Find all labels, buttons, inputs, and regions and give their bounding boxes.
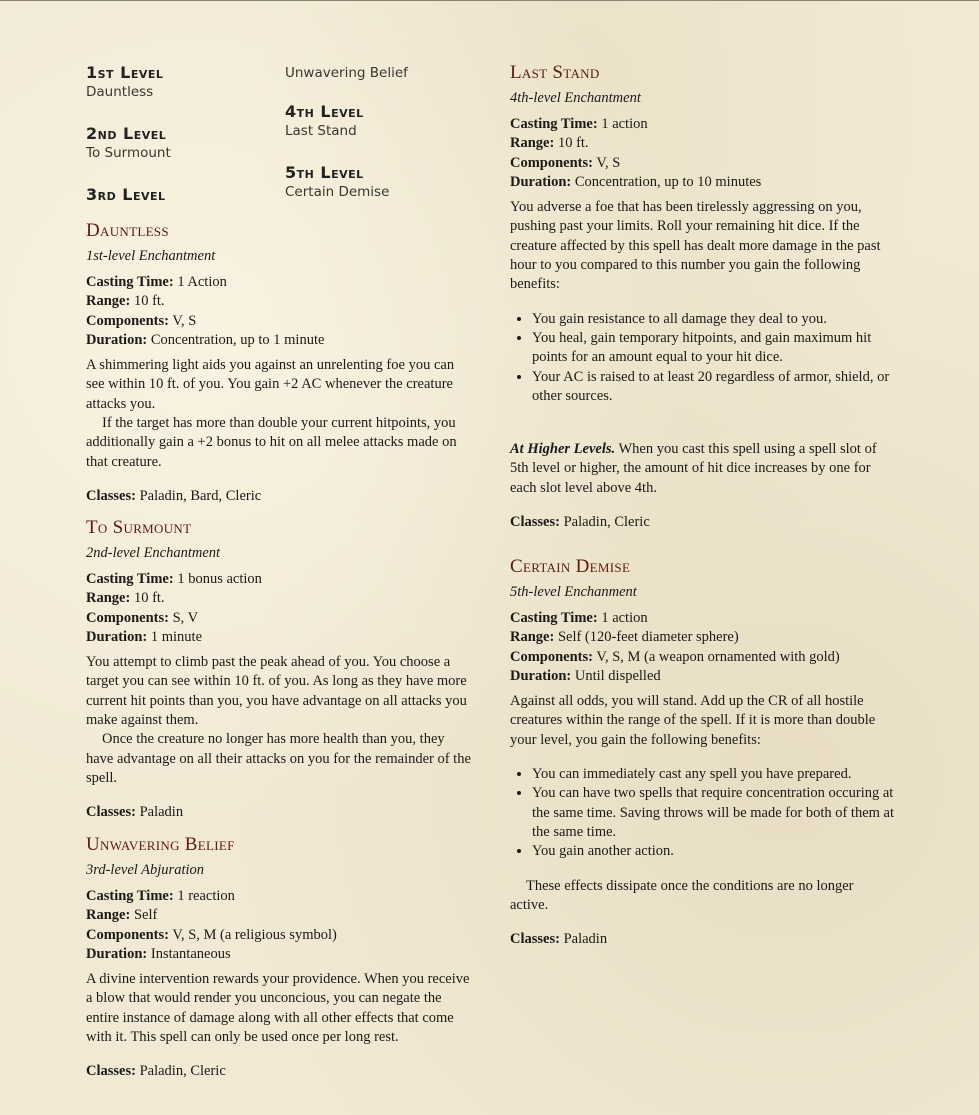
components-value: V, S, M (a religious symbol) — [172, 926, 337, 943]
casting-time-label: Casting Time: — [86, 274, 174, 290]
list-item: • You gain resistance to all damage they deal to you. — [532, 310, 895, 329]
duration-label: Duration: — [510, 173, 572, 190]
spell-title: Unwavering Belief — [86, 834, 235, 855]
spell-description-2: Once the creature no longer has more health than you, they have advantage on all their attacks on you for the remainder of the spell. — [86, 731, 471, 786]
level-2-heading: 2nd Level — [86, 124, 167, 143]
casting-time-value: 1 action — [601, 116, 648, 132]
classes-label: Classes: — [510, 931, 560, 948]
classes-value: Paladin, Cleric — [139, 1063, 226, 1080]
level-5-group — [285, 163, 389, 201]
level-2-spells: To Surmount — [86, 145, 171, 161]
level-1-heading: 1st Level — [86, 63, 164, 82]
classes-label: Classes: — [86, 1063, 136, 1080]
level-3-heading: 3rd Level — [86, 185, 166, 204]
spell-description: Against all odds, you will stand. Add up the CR of all hostile creatures within the range of the spell. If it is more than double your level, you gain the following benefits: — [510, 693, 876, 748]
components-value: V, S — [596, 154, 621, 171]
benefit-list — [510, 765, 895, 861]
duration-value: Until dispelled — [574, 667, 661, 684]
spell-school: 1st-level Enchantment — [86, 248, 216, 264]
level-5-heading: 5th Level — [285, 163, 364, 182]
components-label: Components: — [86, 609, 169, 626]
classes-value: Paladin, Cleric — [563, 514, 650, 531]
range-label: Range: — [86, 590, 131, 607]
spell-description: You adverse a foe that has been tirelessly aggressing on you, pushing past your limits. Roll your remaining hit dice. If the creature affected by this spell has dealt more damage in the past hour to you compared to this number you gain the following benefits: — [510, 199, 881, 293]
level-3-group — [86, 185, 166, 205]
spell-title: Dauntless — [86, 220, 169, 241]
benefit-list — [510, 310, 895, 406]
classes-label: Classes: — [86, 487, 136, 504]
spell-school: 4th-level Enchantment — [510, 90, 641, 106]
spell-level-list — [86, 61, 476, 211]
spell-unwavering-belief — [86, 834, 471, 1081]
duration-value: Instantaneous — [150, 945, 231, 962]
classes-label: Classes: — [510, 514, 560, 531]
casting-time-value: 1 action — [601, 610, 648, 626]
duration-value: Concentration, up to 1 minute — [150, 331, 325, 348]
range-label: Range: — [86, 293, 131, 310]
casting-time-label: Casting Time: — [86, 571, 174, 587]
range-label: Range: — [86, 907, 131, 924]
casting-time-label: Casting Time: — [86, 888, 174, 904]
level-4-group — [285, 102, 364, 140]
duration-value: 1 minute — [150, 628, 203, 645]
components-value: V, S — [172, 312, 197, 329]
at-higher-levels-label: At Higher Levels. — [510, 441, 616, 458]
spell-stats — [510, 609, 895, 686]
at-higher-levels — [510, 440, 895, 498]
spell-school: 5th-level Enchanment — [510, 584, 637, 600]
spell-description: A shimmering light aids you against an unrelenting foe you can see within 10 ft. of you. You gain +2 AC whenever the creature attacks you. — [86, 357, 455, 412]
spell-stats — [86, 570, 471, 647]
classes-value: Paladin — [563, 931, 608, 948]
duration-label: Duration: — [86, 331, 148, 348]
range-label: Range: — [510, 135, 555, 152]
spell-title: To Surmount — [86, 517, 192, 538]
level-2-group — [86, 124, 171, 162]
list-item: • Your AC is raised to at least 20 regardless of armor, shield, or other sources. — [532, 368, 895, 407]
range-value: Self — [133, 907, 158, 924]
spell-title: Certain Demise — [510, 556, 631, 577]
components-label: Components: — [510, 648, 593, 665]
spell-certain-demise — [510, 556, 895, 949]
spell-description-2: These effects dissipate once the conditions are no longer active. — [510, 877, 854, 913]
level-4-heading: 4th Level — [285, 102, 364, 121]
spell-school: 2nd-level Enchantment — [86, 545, 221, 561]
components-label: Components: — [510, 154, 593, 171]
spell-description: A divine intervention rewards your providence. When you receive a blow that would render you unconcious, you can negate the entire instance of damage along with all other effects that come with it. This spell can only be used once per long rest. — [86, 971, 470, 1046]
spell-to-surmount — [86, 517, 471, 822]
components-value: S, V — [172, 609, 199, 626]
level-1-spells: Dauntless — [86, 84, 154, 100]
range-label: Range: — [510, 629, 555, 646]
components-label: Components: — [86, 926, 169, 943]
duration-label: Duration: — [86, 628, 148, 645]
level-1-group — [86, 63, 163, 101]
range-value: 10 ft. — [557, 135, 589, 152]
list-item: • You gain another action. — [532, 842, 895, 861]
spell-last-stand — [510, 62, 895, 532]
casting-time-value: 1 bonus action — [177, 571, 262, 587]
classes-value: Paladin, Bard, Cleric — [139, 487, 262, 504]
at-higher-levels-text: When you cast this spell using a spell slot of 5th level or higher, the amount of hit dice increases by one for each slot level above 4th. — [510, 441, 877, 496]
spell-stats — [86, 273, 471, 350]
level-5-spells: Certain Demise — [285, 184, 390, 200]
casting-time-value: 1 reaction — [177, 888, 235, 904]
list-item: • You can have two spells that require concentration occuring at the same time. Saving throws will be made for both of them at the same time. — [532, 784, 895, 842]
level-3-spells-wrap — [285, 64, 408, 82]
casting-time-label: Casting Time: — [510, 610, 598, 626]
duration-label: Duration: — [510, 667, 572, 684]
range-value: 10 ft. — [133, 590, 165, 607]
range-value: 10 ft. — [133, 293, 165, 310]
list-item: • You heal, gain temporary hitpoints, and gain maximum hit points for an amount equal to your hit dice. — [532, 329, 895, 368]
spell-description-2: If the target has more than double your current hitpoints, you additionally gain a +2 bonus to hit on all melee attacks made on that creature. — [86, 415, 457, 470]
level-3-spells: Unwavering Belief — [285, 65, 408, 81]
components-label: Components: — [86, 312, 169, 329]
casting-time-label: Casting Time: — [510, 116, 598, 132]
components-value: V, S, M (a weapon ornamented with gold) — [596, 648, 840, 665]
spell-dauntless — [86, 220, 471, 506]
spell-stats — [510, 115, 895, 192]
spell-school: 3rd-level Abjuration — [86, 862, 204, 878]
casting-time-value: 1 Action — [177, 274, 227, 290]
duration-value: Concentration, up to 10 minutes — [574, 173, 762, 190]
spell-stats — [86, 887, 471, 964]
classes-label: Classes: — [86, 804, 136, 821]
duration-label: Duration: — [86, 945, 148, 962]
spell-description: You attempt to climb past the peak ahead of you. You choose a target you can see within 10 ft. of you. As long as they have more current hit points than you, you have advantage on all attacks you make against them. — [86, 654, 467, 729]
spell-title: Last Stand — [510, 62, 600, 83]
classes-value: Paladin — [139, 804, 184, 821]
list-item: • You can immediately cast any spell you have prepared. — [532, 765, 895, 784]
level-4-spells: Last Stand — [285, 123, 357, 139]
range-value: Self (120-feet diameter sphere) — [557, 629, 739, 646]
